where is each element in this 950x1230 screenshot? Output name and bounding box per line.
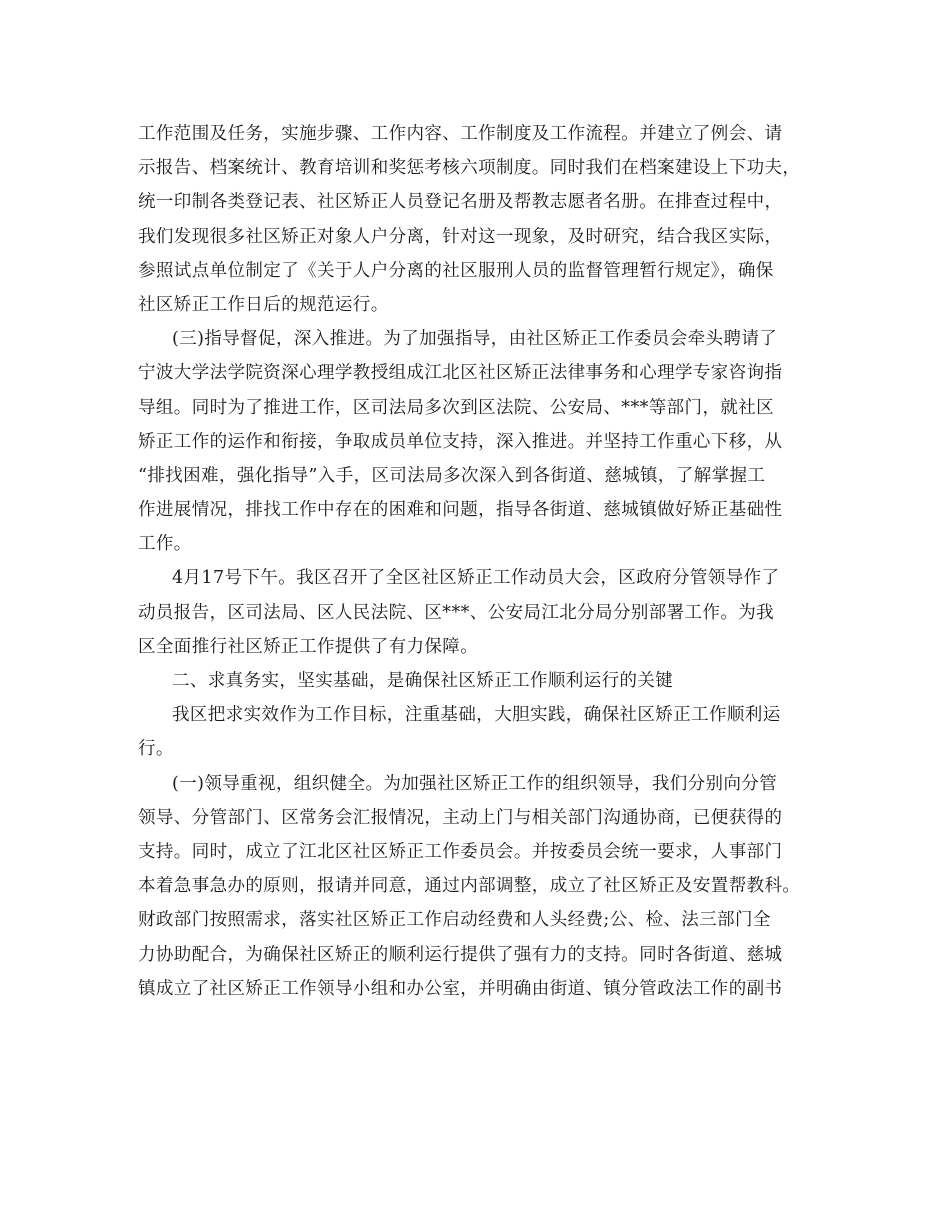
text-line: 领导、分管部门、区常务会汇报情况，主动上门与相关部门沟通协商，已便获得的: [138, 807, 783, 828]
text-line: 本着急事急办的原则，报请并同意，通过内部调整，成立了社区矫正及安置帮教科。: [138, 876, 801, 897]
text-line: 矫正工作的运作和衔接，争取成员单位支持，深入推进。并坚持工作重心下移，从: [138, 431, 783, 452]
text-line: 力协助配合，为确保社区矫正的顺利运行提供了强有力的支持。同时各街道、慈城: [138, 944, 783, 965]
text-line: 区全面推行社区矫正工作提供了有力保障。: [138, 636, 479, 657]
text-line: 我区把求实效作为工作目标，注重基础，大胆实践，确保社区矫正工作顺利运: [172, 705, 781, 726]
text-line: 参照试点单位制定了《关于人户分离的社区服刑人员的监督管理暂行规定》，确保: [138, 260, 774, 281]
text-line: 镇成立了社区矫正工作领导小组和办公室，并明确由街道、镇分管政法工作的副书: [138, 978, 783, 999]
text-line: 财政部门按照需求，落实社区矫正工作启动经费和人头经费;公、检、法三部门全: [138, 910, 771, 931]
text-line: 工作。: [138, 534, 192, 555]
text-line: 二、求真务实，坚实基础，是确保社区矫正工作顺利运行的关键: [172, 671, 674, 691]
text-line: (三)指导督促，深入推进。为了加强指导，由社区矫正工作委员会牵头聘请了: [172, 329, 778, 350]
text-line: 统一印制各类登记表、社区矫正人员登记名册及帮教志愿者名册。在排查过程中，: [138, 192, 783, 213]
text-line: 导组。同时为了推进工作，区司法局多次到区法院、公安局、***等部门，就社区: [138, 397, 775, 418]
text-line: 工作范围及任务，实施步骤、工作内容、工作制度及工作流程。并建立了例会、请: [138, 124, 783, 144]
text-line: 我们发现很多社区矫正对象人户分离，针对这一现象，及时研究，结合我区实际，: [138, 226, 783, 247]
text-line: (一)领导重视，组织健全。为加强社区矫正工作的组织领导，我们分别向分管: [172, 773, 778, 794]
text-line: “排找困难，强化指导”入手，区司法局多次深入到各街道、慈城镇，了解掌握工: [138, 465, 766, 486]
document-body: [138, 117, 838, 1006]
text-line: 宁波大学法学院资深心理学教授组成江北区社区矫正法律事务和心理学专家咨询指: [138, 363, 783, 384]
text-line: 作进展情况，排找工作中存在的困难和问题，指导各街道、慈城镇做好矫正基础性: [138, 500, 783, 521]
text-line: 社区矫正工作日后的规范运行。: [138, 294, 389, 315]
text-line: 行。: [138, 739, 174, 760]
text-line: 示报告、档案统计、教育培训和奖惩考核六项制度。同时我们在档案建设上下功夫，: [138, 158, 801, 179]
text-line: 动员报告，区司法局、区人民法院、区***、公安局江北分局分别部署工作。为我: [138, 602, 775, 623]
text-line: 支持。同时，成立了江北区社区矫正工作委员会。并按委员会统一要求，人事部门: [138, 841, 783, 862]
text-line: 4月17号下午。我区召开了全区社区矫正工作动员大会，区政府分管领导作了: [172, 568, 780, 589]
